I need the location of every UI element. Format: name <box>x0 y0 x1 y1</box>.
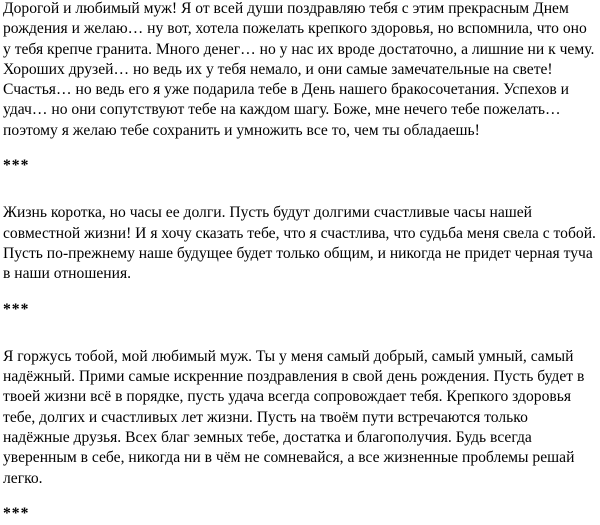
separator-3: *** <box>3 504 30 522</box>
greeting-paragraph-1: Дорогой и любимый муж! Я от всей души поздравляю тебя с этим прекрасным Днем рождения и желаю… ну вот, хотела пожелать крепкого здоровья, но вспомнила, что оно у тебя крепче гранита. Много денег… но у нас их вроде достаточно, а лишние ни к чему. Хороших друзей… но ведь их у тебя немало, и они самые замечательные на свете! Счастья… но ведь его я уже подарила тебе в День нашего бракосочетания. Успехов и удач… но они сопутствуют тебе на каждом шагу. Боже, мне нечего тебе пожелать… поэтому я желаю тебе сохранить и умножить все то, чем ты обладаешь! <box>3 0 595 139</box>
spacer <box>3 489 597 504</box>
spacer <box>3 320 597 347</box>
greeting-paragraph-3: Я горжусь тобой, мой любимый муж. Ты у меня самый добрый, самый умный, самый надёжный. Прими самые искренние поздравления в свой день рождения. Пусть будет в твоей жизни всё в порядке, пусть удача всегда сопровождает тебя. Крепкого здоровья тебе, долгих и счастливых лет жизни. Пусть на твоём пути встречаются только надёжные друзья. Всех благ земных тебе, достатка и благополучия. Будь всегда уверенным в себе, никогда ни в чём не сомневайся, а все жизненные проблемы решай легко. <box>3 347 585 487</box>
spacer <box>3 141 597 156</box>
spacer <box>3 285 597 300</box>
greeting-paragraph-2: Жизнь коротка, но часы ее долги. Пусть будут долгими счастливые часы нашей совместной жизни! И я хочу сказать тебе, что я счастлива, что судьба меня свела с тобой. Пусть по-прежнему наше будущее будет только общим, и никогда не придет черная туча в наши отношения. <box>3 204 596 283</box>
spacer <box>3 176 597 203</box>
separator-1: *** <box>3 157 30 175</box>
separator-2: *** <box>3 300 30 318</box>
document-page <box>3 0 597 524</box>
